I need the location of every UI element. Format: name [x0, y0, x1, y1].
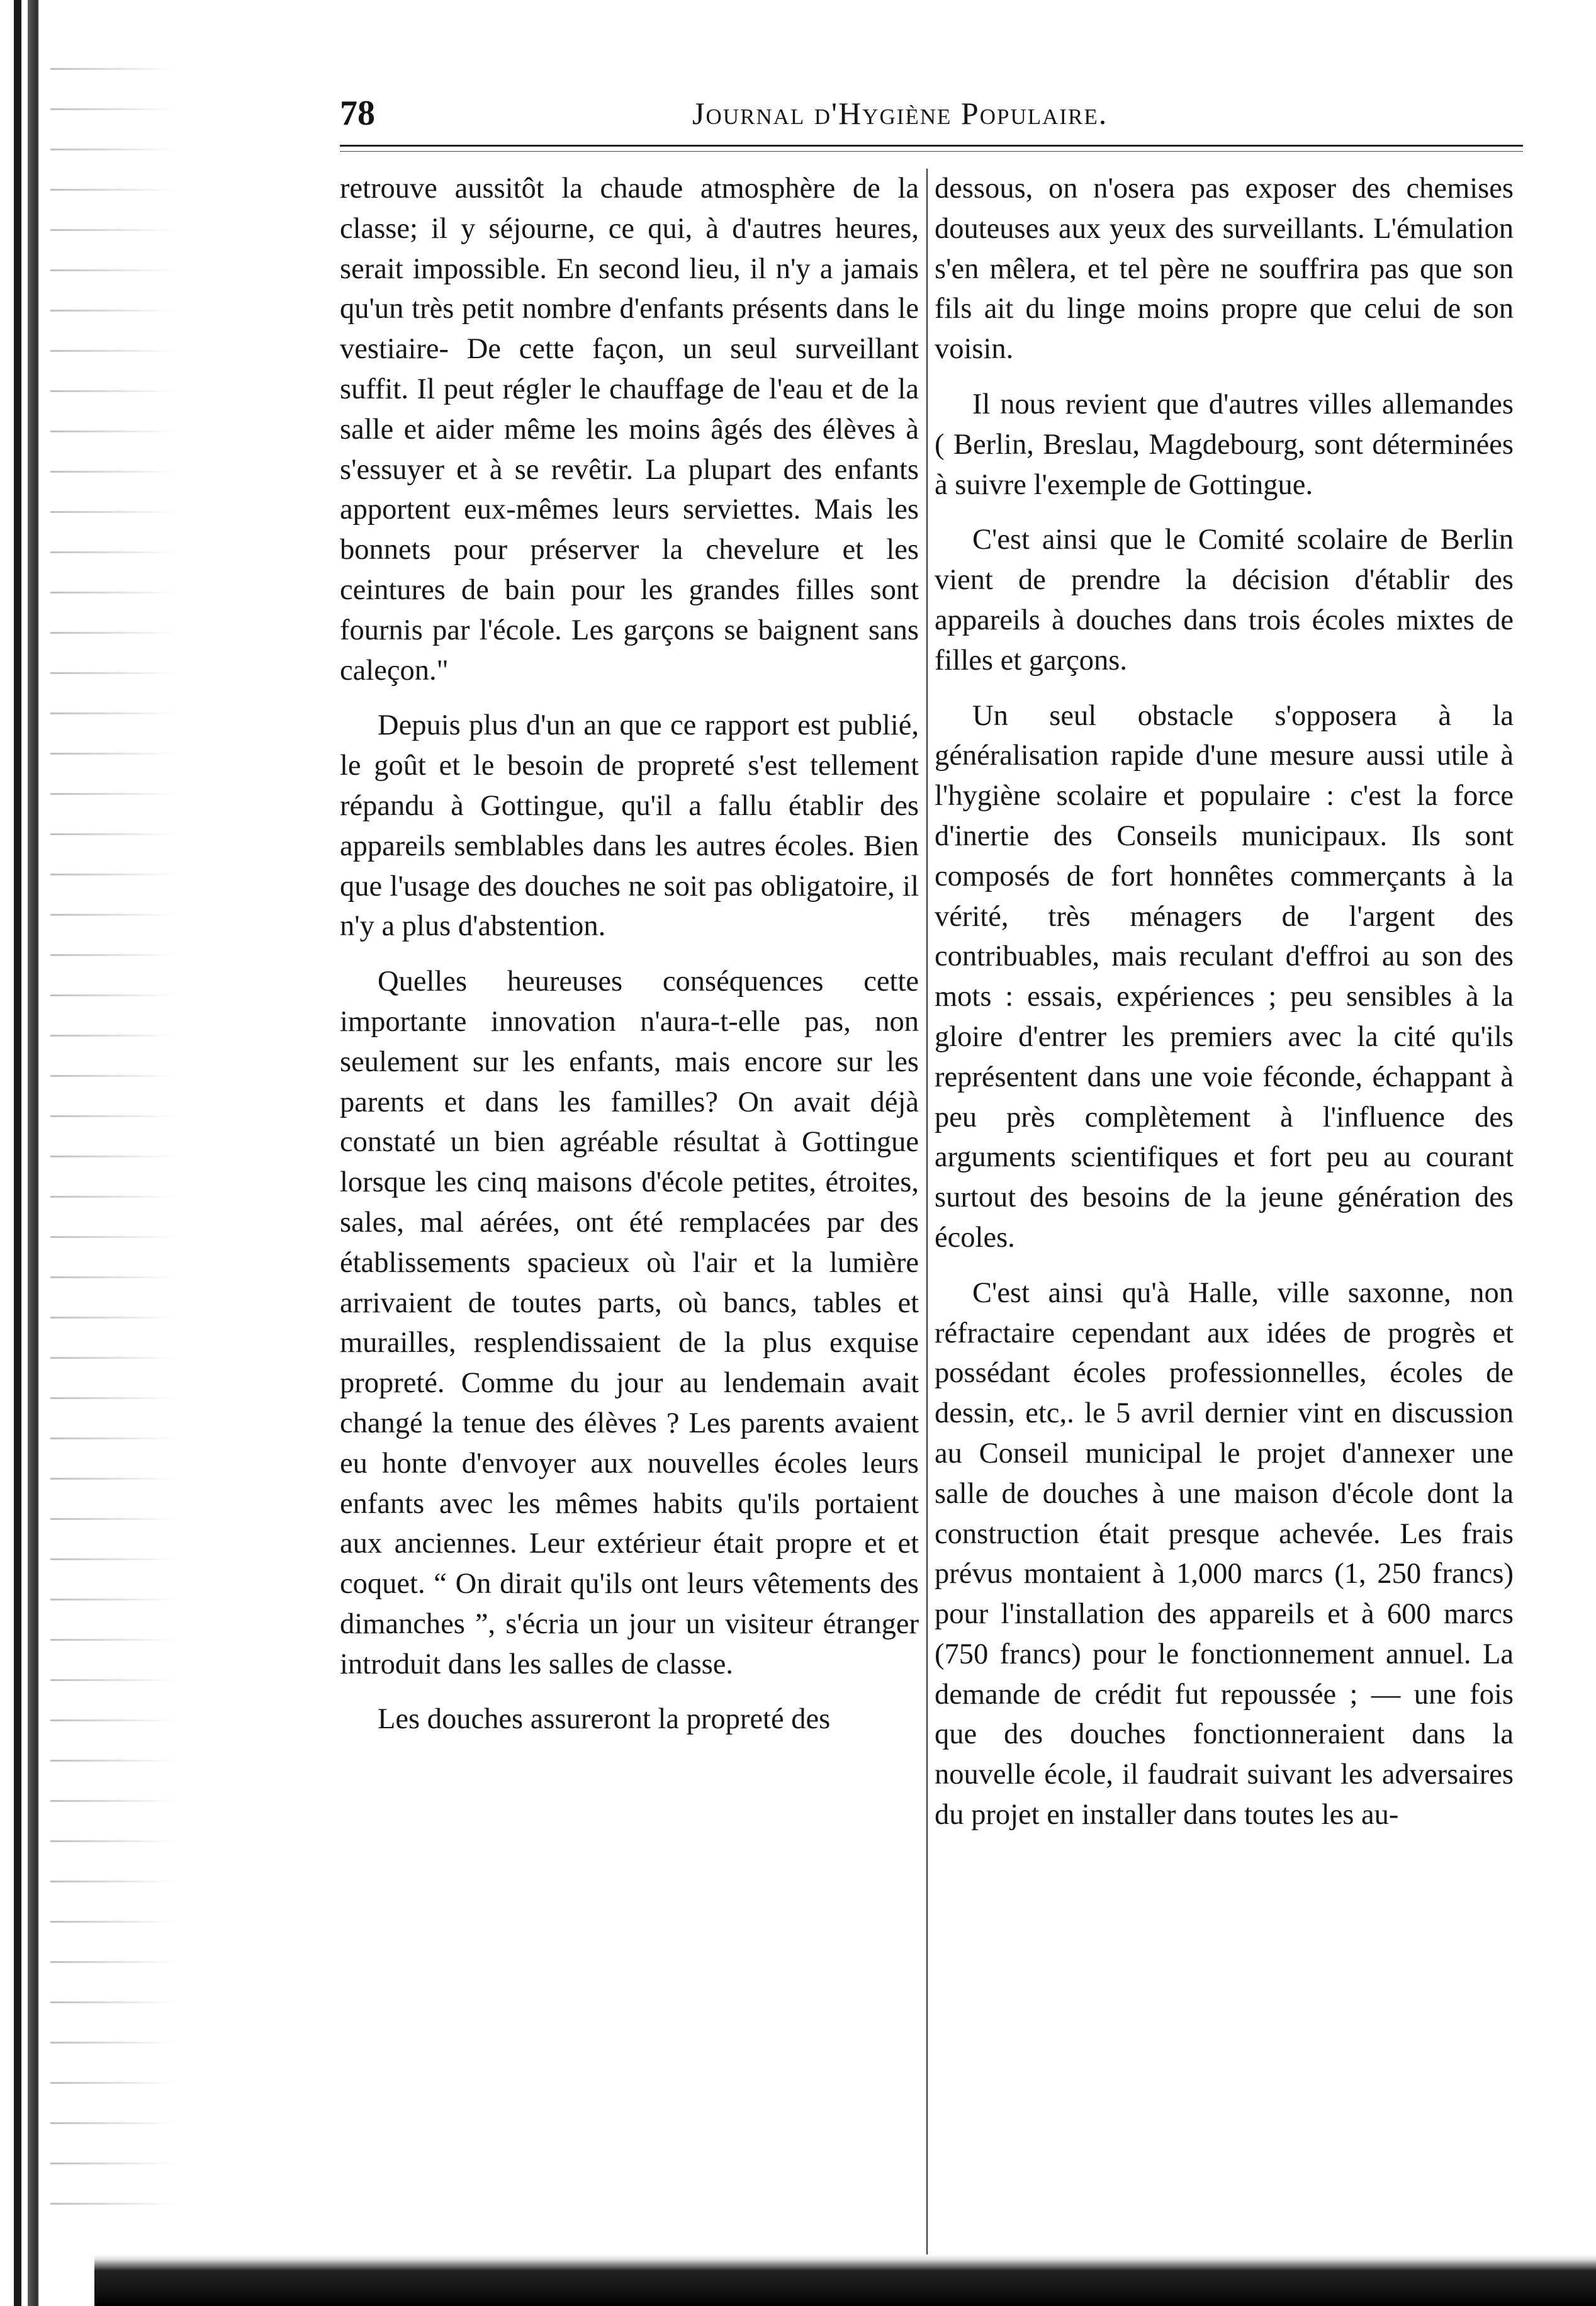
- scan-binding-edge: [0, 0, 39, 2306]
- paragraph: dessous, on n'osera pas exposer des chemises douteuses aux yeux des surveillants. L'émulation s'en mêlera, et tel père ne souffrira pas que son fils ait du linge moins propre que celui de son voisin.: [935, 172, 1514, 366]
- scan-binding-specks: [50, 50, 176, 2241]
- page-number: 78: [340, 94, 375, 133]
- paragraph: Depuis plus d'un an que ce rapport est publié, le goût et le besoin de propreté s'est tellement répandu à Gottingue, qu'il a fallu établir des appareils semblables dans les autres écoles. Bien que l'usage des douches ne soit pas obligatoire, il n'y a plus d'abstention.: [340, 709, 919, 943]
- paragraph: Quelles heureuses conséquences cette importante innovation n'aura-t-elle pas, non seulement sur les enfants, mais encore sur les parents et dans les familles? On avait déjà constaté un bien agréable résultat à Gottingue lorsque les cinq maisons d'école petites, étroites, sales, mal aérées, ont été remplacées par des établissements spacieux où l'air et la lumière arrivaient de toutes parts, où bancs, tables et murailles, resplendissaient de la plus exquise propreté. Comme du jour au lendemain avait changé la tenue des élèves ? Les parents avaient eu honte d'envoyer aux nouvelles écoles leurs enfants avec les mêmes habits qu'ils portaient aux anciennes. Leur extérieur était propre et et coquet. “ On dirait qu'ils ont leurs vêtements des dimanches ”, s'écria un jour un visiteur étranger introduit dans les salles de classe.: [340, 965, 919, 1680]
- running-title: Journal d'Hygiène Populaire.: [692, 96, 1108, 131]
- scan-bottom-shadow: [94, 2254, 1596, 2306]
- page-header: [340, 88, 1523, 138]
- paragraph: C'est ainsi que le Comité scolaire de Berlin vient de prendre la décision d'établir des appareils à douches dans trois écoles mixtes de filles et garçons.: [935, 524, 1514, 677]
- paragraph: Les douches assureront la propreté des: [378, 1703, 831, 1736]
- paragraph: C'est ainsi qu'à Halle, ville saxonne, non réfractaire cependant aux idées de progrès et possédant écoles professionnelles, écoles de dessin, etc,. le 5 avril dernier vint en discussion au Conseil municipal le projet d'annexer une salle de douches à une maison d'école dont la construction était presque achevée. Les frais prévus montaient à 1,000 marcs (1, 250 francs) pour l'installation des appareils et à 600 marcs (750 francs) pour le fonctionnement annuel. La demande de crédit fut repoussée ; — une fois que des douches fonctionneraient dans la nouvelle école, il faudrait suivant les adversaires du projet en installer dans toutes les au-: [935, 1276, 1514, 1831]
- header-rule: [340, 145, 1523, 147]
- paragraph: retrouve aussitôt la chaude atmosphère de la classe; il y séjourne, ce qui, à d'autres heures, serait impossible. En second lieu, il n'y a jamais qu'un très petit nombre d'enfants présents dans le vestiaire- De cette façon, un seul surveillant suffit. Il peut régler le chauffage de l'eau et de la salle et aider même les moins âgés des élèves à s'essuyer et à se revêtir. La plupart des enfants apportent eux-mêmes leurs serviettes. Mais les bonnets pour préserver la chevelure et les ceintures de bain pour les grandes filles sont fournis par l'école. Les garçons se baignent sans caleçon.": [340, 172, 919, 687]
- column-divider: [926, 169, 928, 2271]
- paragraph: Il nous revient que d'autres villes allemandes ( Berlin, Breslau, Magdebourg, sont déterminées à suivre l'exemple de Gottingue.: [935, 388, 1514, 501]
- paragraph: Un seul obstacle s'opposera à la généralisation rapide d'une mesure aussi utile à l'hygiène scolaire et populaire : c'est la force d'inertie des Conseils municipaux. Ils sont composés de fort honnêtes commerçants à la vérité, très ménagers de l'argent des contribuables, mais reculant d'effroi au son des mots : essais, expériences ; peu sensibles à la gloire d'entrer les premiers avec la cité qu'ils représentent dans une voie féconde, échappant à peu près complètement à l'influence des arguments scientifiques et fort peu au courant surtout des besoins de la jeune génération des écoles.: [935, 699, 1514, 1254]
- header-rule-thin: [340, 151, 1523, 152]
- right-column: [935, 169, 1514, 1850]
- left-column: [340, 169, 919, 1755]
